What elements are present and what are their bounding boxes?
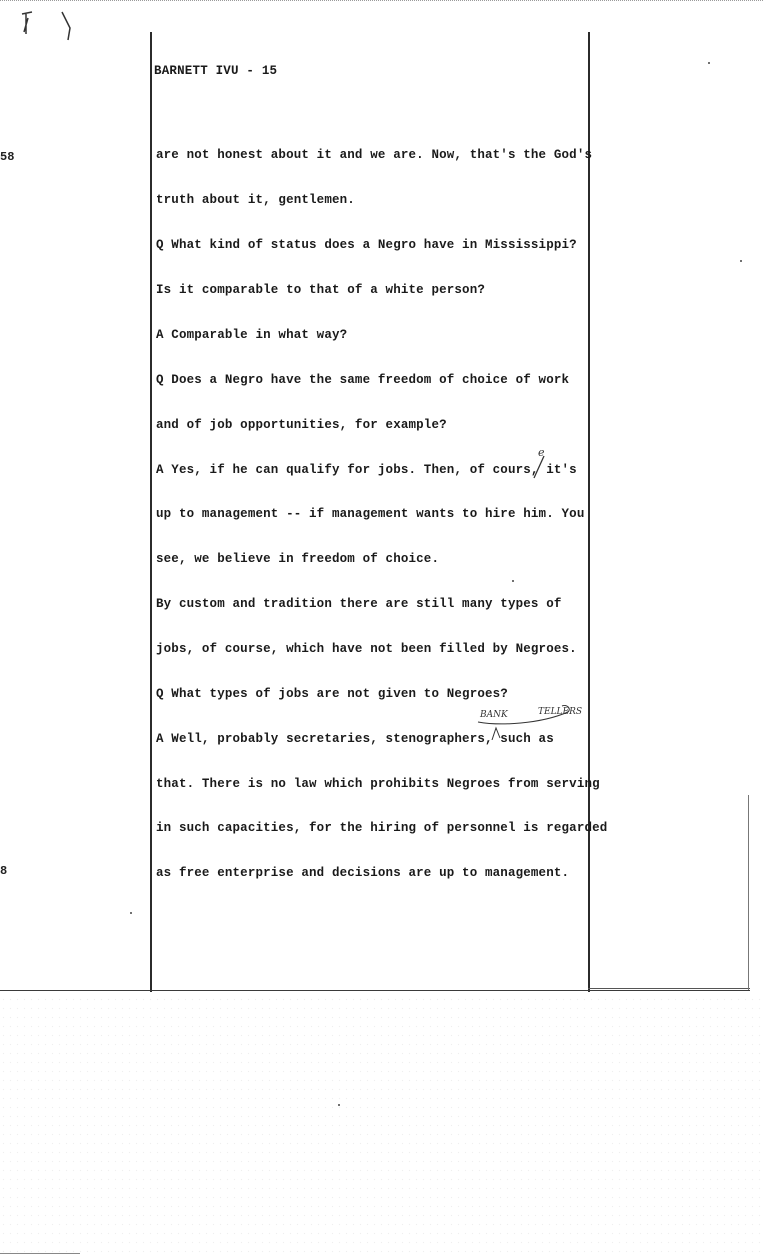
text-line: Q What kind of status does a Negro have in Mississippi? [156, 238, 577, 252]
strike-mark-icon [530, 452, 550, 482]
text-line: A Comparable in what way? [156, 328, 348, 342]
text-line: are not honest about it and we are. Now, that's the God's [156, 148, 593, 162]
corner-scribble-icon [18, 10, 78, 50]
text-line: see, we believe in freedom of choice. [156, 552, 440, 566]
page-header: BARNETT IVU - 15 [154, 64, 278, 78]
bottom-rule [0, 990, 750, 991]
text-line: and of job opportunities, for example? [156, 418, 447, 432]
top-border [0, 0, 763, 1]
margin-number: 58 [0, 150, 15, 164]
text-line: Is it comparable to that of a white person? [156, 283, 486, 297]
bottom-rule-right [588, 988, 750, 989]
speck [740, 260, 742, 262]
text-line: up to management -- if management wants to hire him. You [156, 507, 585, 521]
text-line: By custom and tradition there are still many types of [156, 597, 562, 611]
speck [708, 62, 710, 64]
text-line: in such capacities, for the hiring of personnel is regarded [156, 821, 608, 835]
text-line: jobs, of course, which have not been filled by Negroes. [156, 642, 577, 656]
right-margin-rule [588, 32, 590, 992]
bottom-edge-line [0, 1253, 80, 1254]
speck [512, 580, 514, 582]
text-line: as free enterprise and decisions are up to management. [156, 866, 570, 880]
right-edge-line [748, 795, 749, 990]
handwritten-note: BANK [480, 710, 508, 720]
handwritten-note: TELLERS [538, 707, 583, 717]
text-line: A Yes, if he can qualify for jobs. Then, of cours, it's [156, 463, 577, 477]
speck [338, 1104, 340, 1106]
handwritten-correction: e [538, 446, 545, 459]
text-line: truth about it, gentlemen. [156, 193, 355, 207]
left-margin-rule [150, 32, 152, 992]
text-line: that. There is no law which prohibits Negroes from serving [156, 777, 600, 791]
text-line: Q Does a Negro have the same freedom of choice of work [156, 373, 570, 387]
margin-number: 8 [0, 864, 8, 878]
text-line: Q What types of jobs are not given to Negroes? [156, 687, 508, 701]
scan-noise [0, 995, 763, 1257]
insertion-caret-icon [470, 700, 583, 740]
text-line: A Well, probably secretaries, stenographers, such as [156, 732, 554, 746]
speck [130, 912, 132, 914]
